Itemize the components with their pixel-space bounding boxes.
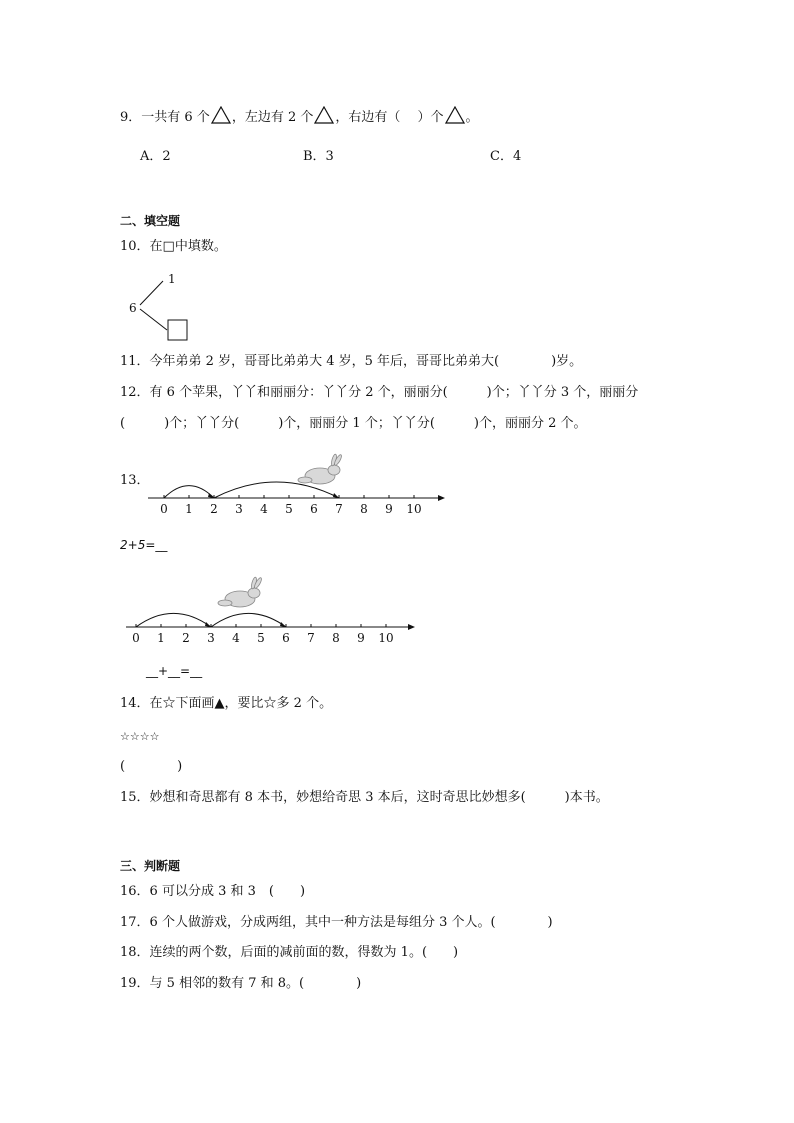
tick-label: 1	[185, 502, 193, 516]
tick-label: 5	[285, 502, 293, 516]
question-15: 15．妙想和奇思都有 8 本书，妙想给奇思 3 本后，这时奇思比妙想多( )本书。	[120, 790, 609, 805]
jump-arrowhead	[280, 622, 286, 627]
jump-arrowhead	[333, 493, 339, 498]
rabbit-icon	[218, 577, 263, 607]
q9-text-2: ，左边有 2 个	[231, 110, 314, 125]
q9-option-b[interactable]: B．3	[303, 149, 334, 164]
equation-2: __+__=__	[146, 664, 203, 678]
tick-label: 4	[232, 631, 240, 645]
question-13-label: 13．	[120, 473, 150, 488]
question-11: 11．今年弟弟 2 岁，哥哥比弟弟大 4 岁，5 年后，哥哥比弟弟大( )岁。	[120, 354, 583, 369]
tick-label: 8	[332, 631, 340, 645]
tick-label: 2	[182, 631, 190, 645]
tick-label: 9	[357, 631, 365, 645]
question-16: 16．6 可以分成 3 和 3 ( )	[120, 884, 306, 899]
question-9	[120, 106, 479, 127]
question-19: 19．与 5 相邻的数有 7 和 8。( )	[120, 976, 362, 991]
q9-text-4: 。	[465, 110, 479, 125]
tick-label: 4	[260, 502, 268, 516]
tick-label: 3	[235, 502, 243, 516]
square-box-icon[interactable]	[168, 320, 187, 340]
question-12-line-2: ( )个；丫丫分( )个，丽丽分 1 个；丫丫分( )个，丽丽分 2 个。	[120, 416, 587, 431]
q9-text-3: ，右边有（ ）个	[335, 110, 444, 125]
section-heading-true-false: 三、判断题	[120, 859, 181, 873]
jump-arc	[214, 482, 339, 498]
question-12-line-1: 12．有 6 个苹果，丫丫和丽丽分：丫丫分 2 个，丽丽分( )个；丫丫分 3 个，丽丽分	[120, 385, 639, 400]
question-10: 10．在□中填数。	[120, 239, 227, 254]
tick-label: 3	[207, 631, 215, 645]
triangle-outline-icon	[445, 106, 465, 124]
tick-label: 5	[257, 631, 265, 645]
question-18: 18．连续的两个数，后面的减前面的数，得数为 1。( )	[120, 945, 459, 960]
q14-answer-blank[interactable]: ( )	[120, 759, 183, 774]
tick-label: 10	[378, 631, 394, 645]
question-17: 17．6 个人做游戏，分成两组，其中一种方法是每组分 3 个人。( )	[120, 915, 553, 930]
bond-whole: 6	[129, 301, 137, 315]
q9-option-c[interactable]: C．4	[490, 149, 522, 164]
q9-option-a[interactable]: A．2	[140, 149, 171, 164]
bond-part: 1	[168, 272, 176, 286]
tick-label: 0	[160, 502, 168, 516]
number-line-2	[118, 575, 418, 650]
tick-label: 6	[310, 502, 318, 516]
tick-label: 0	[132, 631, 140, 645]
triangle-outline-icon	[211, 106, 231, 124]
section-heading-fill-blank: 二、填空题	[120, 214, 181, 228]
tick-label: 10	[406, 502, 422, 516]
star-row: ☆☆☆☆	[120, 730, 160, 743]
rabbit-icon	[298, 454, 343, 484]
q9-text-1: 9．一共有 6 个	[120, 110, 210, 125]
question-14: 14．在☆下面画▲，要比☆多 2 个。	[120, 696, 333, 711]
jump-arrowhead	[208, 493, 214, 498]
jump-arc	[211, 613, 286, 627]
number-bond-diagram	[120, 268, 200, 348]
tick-label: 2	[210, 502, 218, 516]
jump-arc	[136, 613, 211, 627]
tick-label: 7	[335, 502, 343, 516]
tick-label: 7	[307, 631, 315, 645]
triangle-outline-icon	[314, 106, 334, 124]
tick-label: 6	[282, 631, 290, 645]
number-line-1	[140, 450, 445, 520]
jump-arrowhead	[205, 622, 211, 627]
equation-1: 2+5=__	[120, 538, 168, 552]
tick-label: 1	[157, 631, 165, 645]
tick-label: 9	[385, 502, 393, 516]
tick-label: 8	[360, 502, 368, 516]
